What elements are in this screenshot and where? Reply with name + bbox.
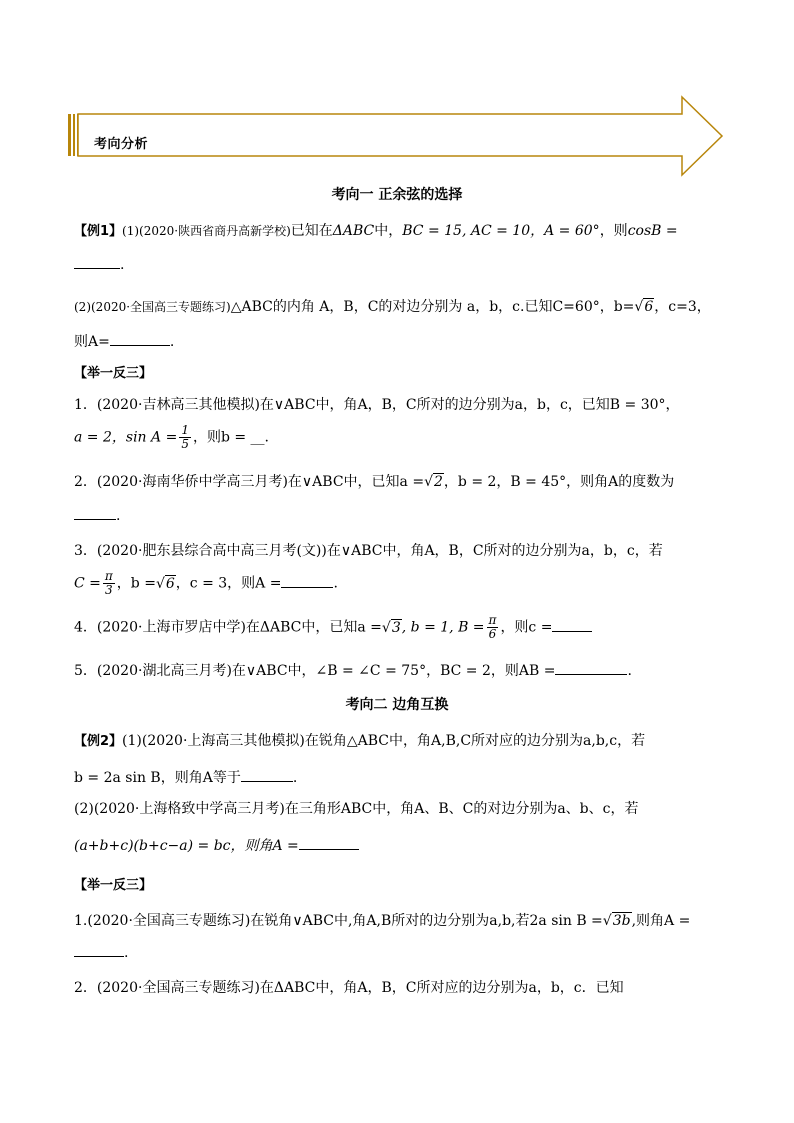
- section2-title: 考向二 边角互换: [345, 697, 449, 713]
- banner-label: 考向分析: [94, 137, 149, 152]
- practice1-q2: 2．(2020·海南华侨中学高三月考)在∨ABC中，已知a =√2，b = 2，B = 45°，则角A的度数为: [74, 474, 675, 490]
- example2-part1: 【例2】(1)(2020·上海高三其他模拟)在锐角△ABC中，角A,B,C所对应的边分别为a,b,c，若: [74, 733, 646, 749]
- banner-arrow-shape: [68, 95, 724, 177]
- answer-blank[interactable]: [74, 256, 120, 269]
- example1-part2-source: (2020·全国高三专题练习): [91, 300, 231, 314]
- practice1-q2-answer: .: [74, 507, 120, 524]
- sqrt-expression: √2: [424, 474, 443, 490]
- example2-part2: (2)(2020·上海格致中学高三月考)在三角形ABC中，角A、B、C的对边分别为a、b、c，若: [74, 801, 639, 817]
- fraction: $\frac{\pi}{6}$: [488, 613, 497, 641]
- answer-blank[interactable]: [74, 507, 116, 520]
- practice1-q3: 3．(2020·肥东县综合高中高三月考(文))在∨ABC中，角A，B，C所对的边分别为a，b，c，若: [74, 543, 663, 559]
- answer-blank[interactable]: [110, 333, 170, 346]
- example2-part2-line2: (a+b+c)(b+c−a) = bc，则角A =: [74, 835, 359, 855]
- practice1-q1: 1．(2020·吉林高三其他模拟)在∨ABC中，角A，B，C所对的边分别为a，b，c，已知B = 30°，: [74, 397, 680, 413]
- answer-blank[interactable]: [74, 944, 124, 957]
- section1-title: 考向一 正余弦的选择: [331, 187, 463, 203]
- answer-blank[interactable]: [552, 619, 592, 632]
- practice2-q1: 1.(2020·全国高三专题练习)在锐角∨ABC中,角A,B所对的边分别为a,b,若2a sin B =√3b,则角A =: [74, 913, 691, 929]
- answer-blank[interactable]: [555, 662, 627, 675]
- example1-part2: (2)(2020·全国高三专题练习)△ABC的内角 A，B，C的对边分别为 a，b，c.已知C=60°，b=√6，c=3，: [74, 299, 711, 315]
- answer-blank[interactable]: [241, 769, 293, 782]
- practice2-tag: 【举一反三】: [74, 878, 153, 893]
- example1-part2-answer: 则A= .: [74, 334, 175, 350]
- answer-blank[interactable]: [299, 837, 359, 850]
- practice1-q1-line2: a = 2，sin A = $\frac{1}{5}$ ，则b = __.: [74, 423, 269, 451]
- sqrt-expression: √3b: [602, 913, 631, 929]
- example1-part1-answer: .: [74, 256, 124, 273]
- example1-part1: 【例1】(1)(2020·陕西省商丹高新学校)已知在ΔABC中，BC = 15, AC = 10，A = 60°，则cosB =: [74, 223, 678, 239]
- example1-part1-source: (2020·陕西省商丹高新学校): [139, 224, 291, 238]
- fraction: $\frac{1}{5}$: [181, 423, 189, 451]
- fraction: $\frac{\pi}{3}$: [104, 569, 113, 597]
- practice1-q5: 5．(2020·湖北高三月考)在∨ABC中，∠B = ∠C = 75°，BC = 2，则AB = .: [74, 663, 632, 679]
- example1-tag: 【例1】: [74, 224, 123, 239]
- sqrt-expression: √6: [634, 299, 654, 315]
- practice2-q2: 2．(2020·全国高三专题练习)在ΔABC中，角A，B，C所对应的边分别为a，b，c．已知: [74, 980, 624, 996]
- answer-blank[interactable]: [281, 575, 333, 588]
- practice1-q3-line2: C = $\frac{\pi}{3}$ ，b =√6，c = 3，则A = .: [74, 569, 338, 597]
- practice2-q1-answer: .: [74, 944, 128, 961]
- sqrt-expression: √3: [381, 619, 401, 636]
- section-banner: [68, 95, 724, 177]
- example2-part1-line2: b = 2a sin B，则角A等于 .: [74, 770, 298, 786]
- practice1-q4: 4．(2020·上海市罗店中学)在ΔABC中，已知a =√3, b = 1, B = $\frac{\pi}{6}$ ，则c =: [74, 614, 592, 641]
- example2-tag: 【例2】: [74, 734, 123, 749]
- practice1-tag: 【举一反三】: [74, 366, 153, 381]
- sqrt-expression: √6: [155, 575, 175, 592]
